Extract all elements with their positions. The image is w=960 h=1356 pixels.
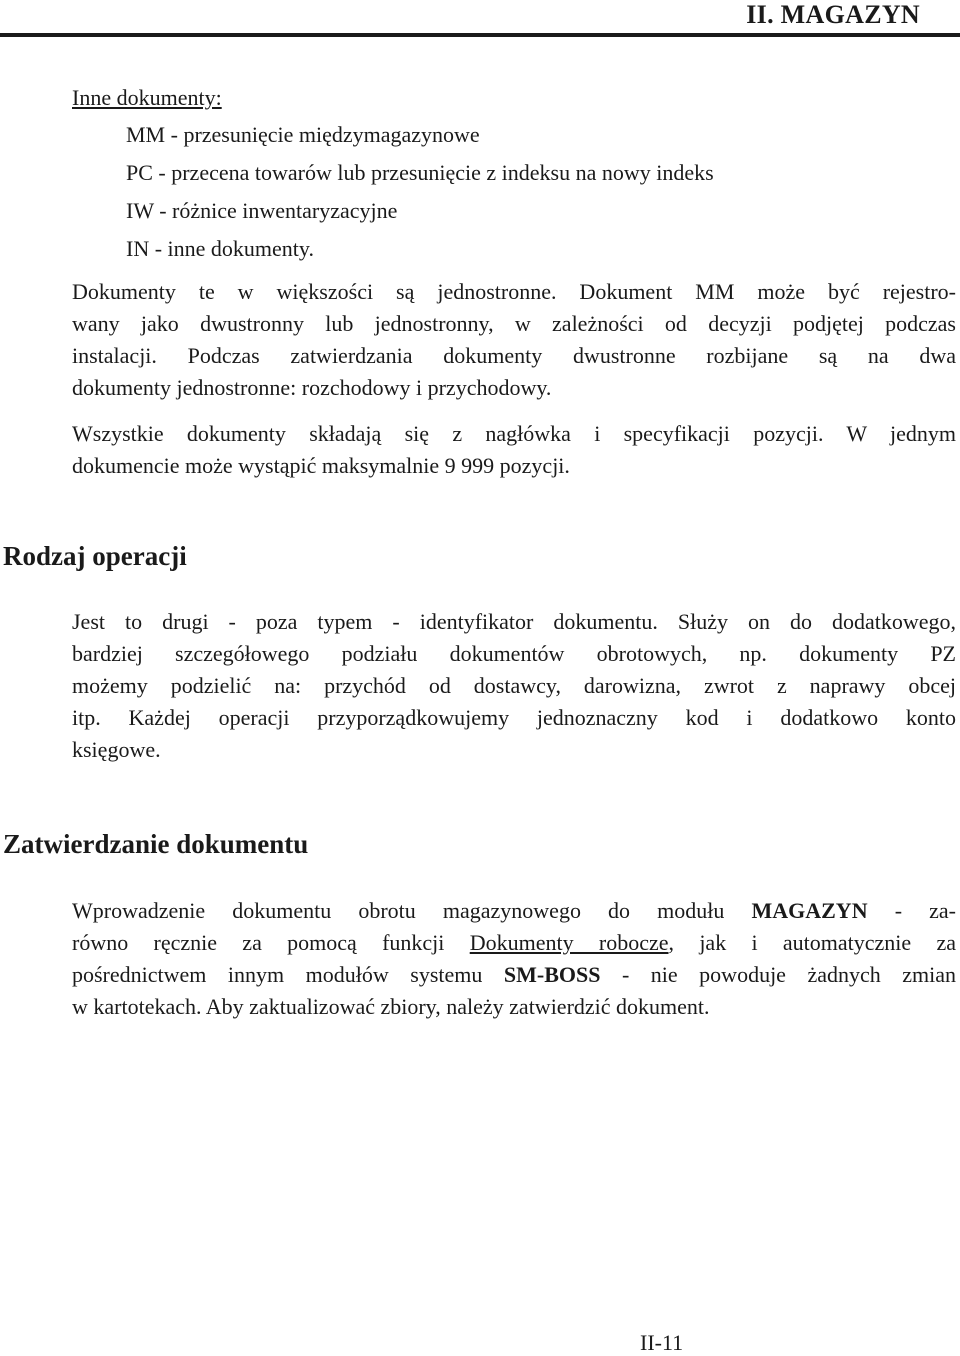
paragraph-line: w kartotekach. Aby zaktualizować zbiory, należy zatwierdzić dokument. xyxy=(72,994,710,1019)
intro-heading: Inne dokumenty: xyxy=(72,85,222,110)
paragraph-line: księgowe. xyxy=(72,737,161,762)
list-item: PC - przecena towarów lub przesunięcie z indeksu na nowy indeks xyxy=(126,160,714,185)
paragraph-line: Dokumenty te w większości są jednostronne. Dokument MM może być rejestro- xyxy=(72,279,956,304)
paragraph-line: instalacji. Podczas zatwierdzania dokumenty dwustronne rozbijane są na dwa xyxy=(72,343,956,368)
section2-paragraph xyxy=(72,895,956,1023)
paragraph-line: równo ręcznie za pomocą funkcji Dokumenty robocze, jak i automatycznie za xyxy=(72,930,957,955)
header-rule xyxy=(0,33,960,37)
paragraph-line: możemy podzielić na: przychód od dostawcy, darowizna, zwrot z naprawy obcej xyxy=(72,673,956,698)
chapter-title: II. MAGAZYN xyxy=(746,0,920,29)
paragraph-line: bardziej szczegółowego podziału dokumentów obrotowych, np. dokumenty PZ xyxy=(72,641,956,666)
paragraph-line: itp. Każdej operacji przyporządkowujemy jednoznaczny kod i dodatkowo konto xyxy=(72,705,956,730)
dokumenty-robocze-link: Dokumenty robocze xyxy=(469,930,669,955)
intro-paragraph-2 xyxy=(72,418,956,482)
list-item: MM - przesunięcie międzymagazynowe xyxy=(126,122,480,147)
section1-paragraph xyxy=(72,606,956,766)
module-name: MAGAZYN xyxy=(751,898,868,923)
paragraph-line: Wprowadzenie dokumentu obrotu magazynowego do modułu MAGAZYN - za- xyxy=(72,898,956,923)
paragraph-line: wany jako dwustronny lub jednostronny, w zależności od decyzji podjętej podczas xyxy=(72,311,956,336)
system-name: SM-BOSS xyxy=(503,962,601,987)
paragraph-line: Wszystkie dokumenty składają się z nagłówka i specyfikacji pozycji. W jednym xyxy=(72,421,956,446)
section-heading-zatwierdzanie: Zatwierdzanie dokumentu xyxy=(3,829,309,859)
paragraph-line: dokumenty jednostronne: rozchodowy i przychodowy. xyxy=(72,375,552,400)
page-number: II-11 xyxy=(640,1330,684,1355)
paragraph-line: pośrednictwem innym modułów systemu SM-BOSS - nie powoduje żadnych zmian xyxy=(72,962,957,987)
section-heading-rodzaj-operacji: Rodzaj operacji xyxy=(3,541,187,571)
document-type-list xyxy=(126,116,714,268)
paragraph-line: Jest to drugi - poza typem - identyfikator dokumentu. Służy on do dodatkowego, xyxy=(72,609,956,634)
paragraph-line: dokumencie może wystąpić maksymalnie 9 999 pozycji. xyxy=(72,453,570,478)
list-item: IN - inne dokumenty. xyxy=(126,236,314,261)
list-item: IW - różnice inwentaryzacyjne xyxy=(126,198,398,223)
intro-paragraph-1 xyxy=(72,276,956,404)
